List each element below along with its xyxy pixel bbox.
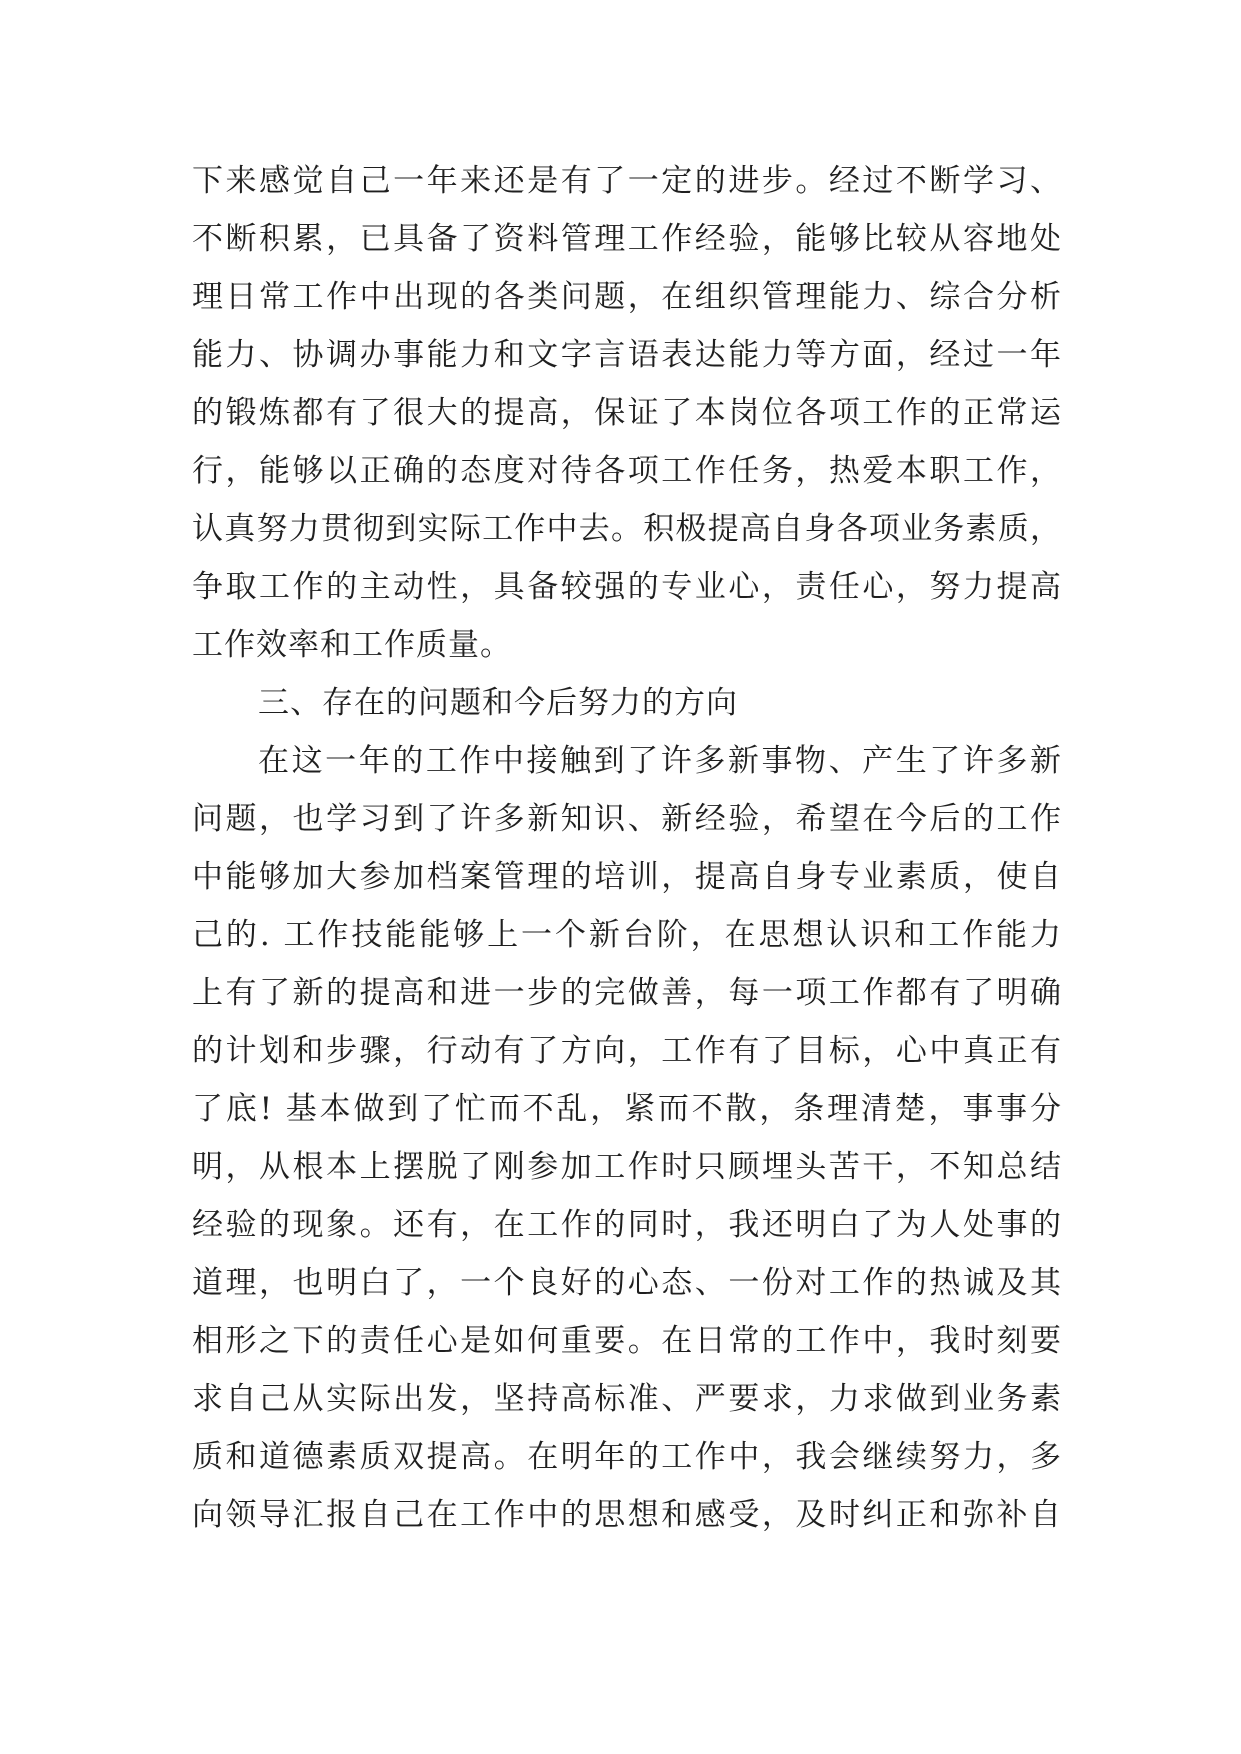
text-line: 的锻炼都有了很大的提高，保证了本岗位各项工作的正常运 <box>192 395 1062 431</box>
text-line: 能力、协调办事能力和文字言语表达能力等方面，经过一年 <box>192 337 1062 373</box>
text-line: 在这一年的工作中接触到了许多新事物、产生了许多新 <box>258 743 1062 779</box>
text-line: 了底! 基本做到了忙而不乱，紧而不散，条理清楚，事事分 <box>192 1091 1062 1127</box>
section-heading: 三、存在的问题和今后努力的方向 <box>258 685 738 721</box>
text-line: 经验的现象。还有，在工作的同时，我还明白了为人处事的 <box>192 1207 1062 1243</box>
text-line: 下来感觉自己一年来还是有了一定的进步。经过不断学习、 <box>192 163 1062 199</box>
text-line: 问题，也学习到了许多新知识、新经验，希望在今后的工作 <box>192 801 1062 837</box>
text-line: 明，从根本上摆脱了刚参加工作时只顾埋头苦干，不知总结 <box>192 1149 1062 1185</box>
text-line: 己的. 工作技能能够上一个新台阶，在思想认识和工作能力 <box>192 917 1062 953</box>
text-line: 求自己从实际出发，坚持高标准、严要求，力求做到业务素 <box>192 1381 1062 1417</box>
text-line: 行，能够以正确的态度对待各项工作任务，热爱本职工作， <box>192 453 1062 489</box>
text-line: 认真努力贯彻到实际工作中去。积极提高自身各项业务素质， <box>192 511 1062 547</box>
text-line: 相形之下的责任心是如何重要。在日常的工作中，我时刻要 <box>192 1323 1062 1359</box>
text-line: 道理，也明白了，一个良好的心态、一份对工作的热诚及其 <box>192 1265 1062 1301</box>
body-text <box>192 152 1062 1544</box>
text-line: 质和道德素质双提高。在明年的工作中，我会继续努力，多 <box>192 1439 1062 1475</box>
text-line: 争取工作的主动性，具备较强的专业心，责任心，努力提高 <box>192 569 1062 605</box>
text-line: 工作效率和工作质量。 <box>192 627 512 663</box>
text-line: 上有了新的提高和进一步的完做善，每一项工作都有了明确 <box>192 975 1062 1011</box>
text-line: 中能够加大参加档案管理的培训，提高自身专业素质，使自 <box>192 859 1062 895</box>
text-line: 理日常工作中出现的各类问题，在组织管理能力、综合分析 <box>192 279 1062 315</box>
text-line: 向领导汇报自己在工作中的思想和感受，及时纠正和弥补自 <box>192 1497 1062 1533</box>
text-line: 的计划和步骤，行动有了方向，工作有了目标，心中真正有 <box>192 1033 1062 1069</box>
text-line: 不断积累，已具备了资料管理工作经验，能够比较从容地处 <box>192 221 1062 257</box>
